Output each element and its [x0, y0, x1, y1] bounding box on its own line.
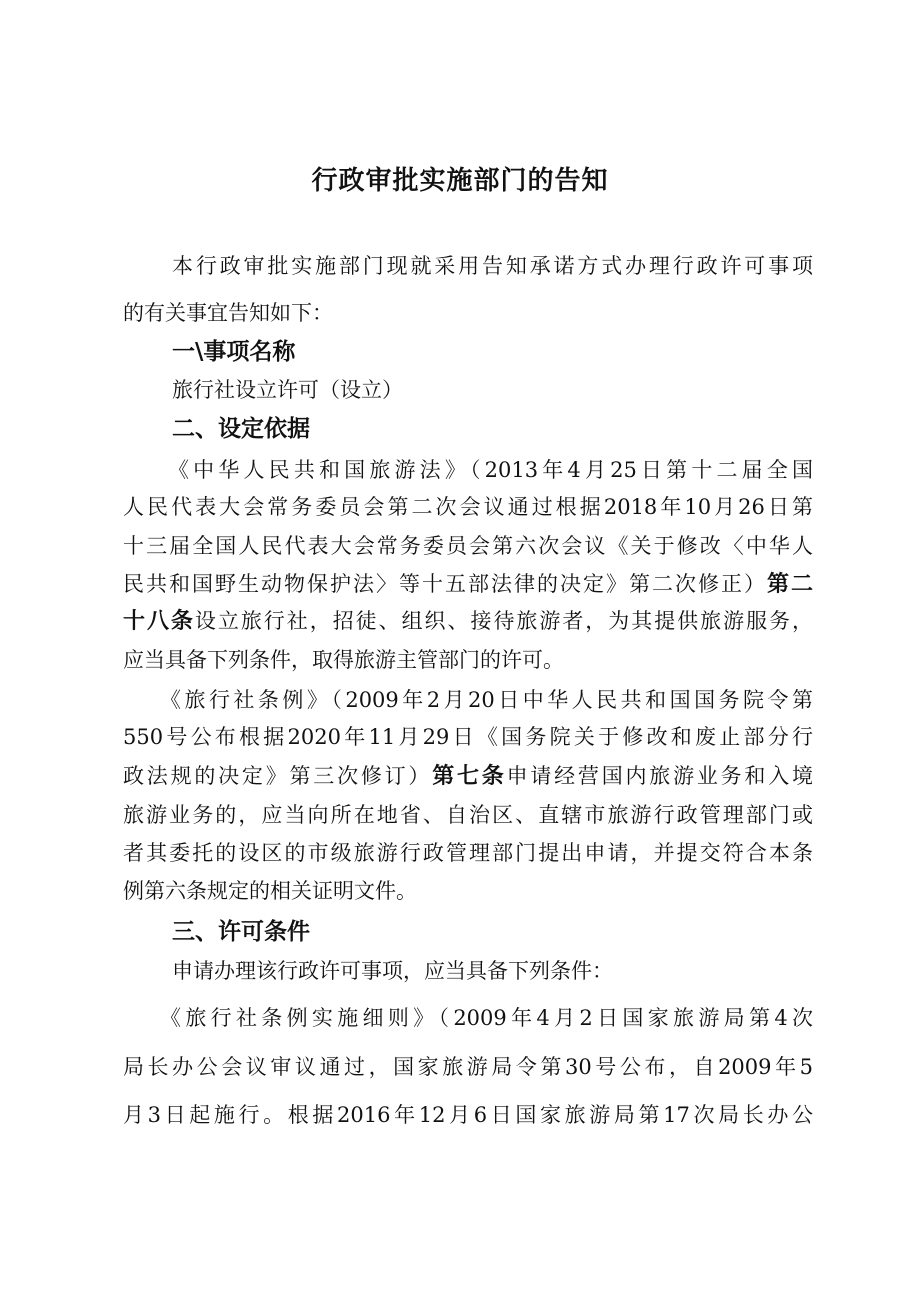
law1-line-6: 应当具备下列条件，取得旅游主管部门的许可。 [123, 648, 564, 672]
law1-line-2: 人民代表大会常务委员会第二次会议通过根据2018年10月26日第 [123, 495, 813, 519]
law1-line-5-text: 设立旅行社，招徒、组织、接待旅游者，为其提供旅游服务， [194, 609, 813, 633]
document-title: 行政审批实施部门的告知 [311, 166, 609, 196]
law1-line-4-text: 民共和国野生动物保护法〉等十五部法律的决定》第二次修正） [123, 572, 767, 596]
law1-article-part1: 第二 [766, 572, 813, 597]
item-name-text: 旅行社设立许可（设立） [172, 378, 403, 402]
rule-line-1: 《旅行社条例实施细则》（2009年4月2日国家旅游局第4次 [160, 1006, 813, 1030]
intro-line-2: 的有关事宜告知如下： [123, 301, 333, 325]
law2-line-3-text: 政法规的决定》第三次修订） [123, 764, 433, 788]
rule-line-2: 局长办公会议审议通过，国家旅游局令第30号公布，自2009年5 [123, 1055, 813, 1079]
intro-line-1: 本行政审批实施部门现就采用告知承诺方式办理行政许可事项 [172, 254, 813, 278]
section-heading-conditions: 三、许可条件 [172, 919, 310, 945]
law1-line-3: 十三届全国人民代表大会常务委员会第六次会议《关于修改〈中华人 [123, 534, 813, 558]
law2-line-3-rest: 申请经营国内旅游业务和入境 [506, 764, 813, 788]
rule-line-3: 月3日起施行。根据2016年12月6日国家旅游局第17次局长办公 [123, 1103, 813, 1127]
law2-line-5: 者其委托的设区的市级旅游行政管理部门提出申请，并提交符合本条 [123, 841, 813, 865]
law2-line-4: 旅游业务的，应当向所在地省、自治区、直辖市旅游行政管理部门或 [123, 803, 813, 827]
section-heading-legal-basis: 二、设定依据 [172, 416, 310, 442]
law1-line-4 [123, 569, 813, 600]
law2-line-3 [123, 761, 813, 792]
law1-line-5 [123, 606, 813, 637]
law1-article-part2: 十八条 [123, 609, 195, 634]
law2-line-1: 《旅行社条例》（2009年2月20日中华人民共和国国务院令第 [160, 688, 813, 712]
conditions-text: 申请办理该行政许可事项，应当具备下列条件： [172, 959, 613, 983]
section-heading-item-name: 一\事项名称 [172, 339, 296, 365]
law2-article: 第七条 [432, 764, 507, 789]
law2-line-2: 550号公布根据2020年11月29日《国务院关于修改和废止部分行 [123, 725, 813, 749]
law1-line-1: 《中华人民共和国旅游法》（2013年4月25日第十二届全国 [168, 458, 813, 482]
law2-line-6: 例第六条规定的相关证明文件。 [123, 879, 417, 903]
